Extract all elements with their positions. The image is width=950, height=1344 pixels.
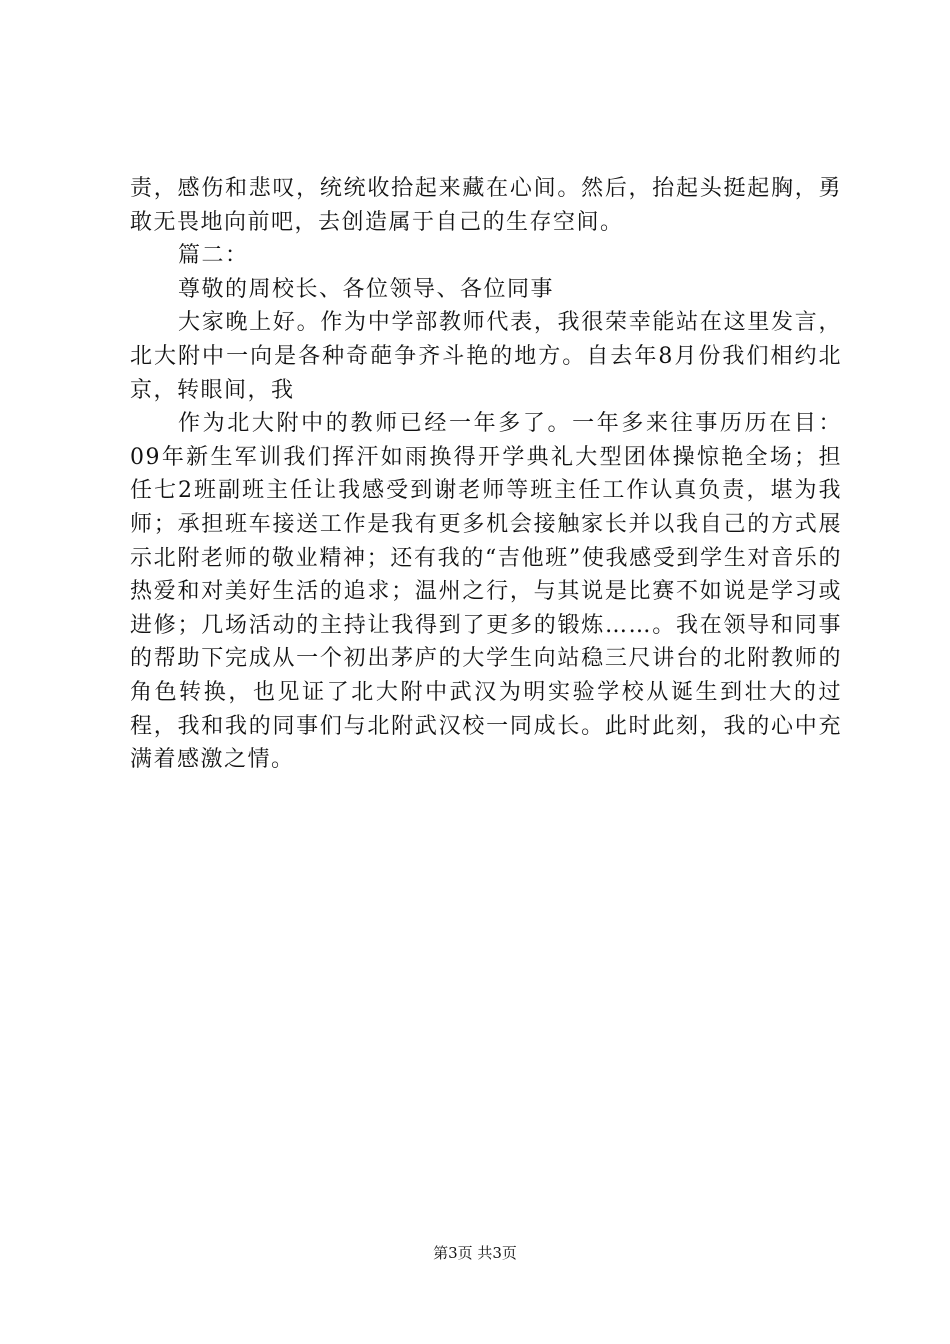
paragraph-greeting: 大家晚上好。作为中学部教师代表，我很荣幸能站在这里发言，北大附中一向是各种奇葩争齐斗艳的地方。自去年8月份我们相约北京，转眼间，我: [130, 310, 842, 403]
document-body: [130, 172, 842, 777]
page-footer: 第3页 共3页: [433, 1244, 517, 1262]
paragraph-salutation: 尊敬的周校长、各位领导、各位同事: [178, 276, 555, 302]
paragraph-main: 作为北大附中的教师已经一年多了。一年多来往事历历在目：09年新生军训我们挥汗如雨换得开学典礼大型团体操惊艳全场；担任七2班副班主任让我感受到谢老师等班主任工作认真负责，堪为我师；承担班车接送工作是我有更多机会接触家长并以我自己的方式展示北附老师的敬业精神；还有我的“吉他班”使我感受到学生对音乐的热爱和对美好生活的追求；温州之行，与其说是比赛不如说是学习或进修；几场活动的主持让我得到了更多的锻炼……。我在领导和同事的帮助下完成从一个初出茅庐的大学生向站稳三尺讲台的北附教师的角色转换，也见证了北大附中武汉为明实验学校从诞生到壮大的过程，我和我的同事们与北附武汉校一同成长。此时此刻，我的心中充满着感激之情。: [130, 411, 842, 773]
paragraph-section-heading: 篇二：: [178, 243, 249, 269]
paragraph-continuation: 责，感伤和悲叹，统统收拾起来藏在心间。然后，抬起头挺起胸，勇敢无畏地向前吧，去创造属于自己的生存空间。: [130, 176, 842, 235]
